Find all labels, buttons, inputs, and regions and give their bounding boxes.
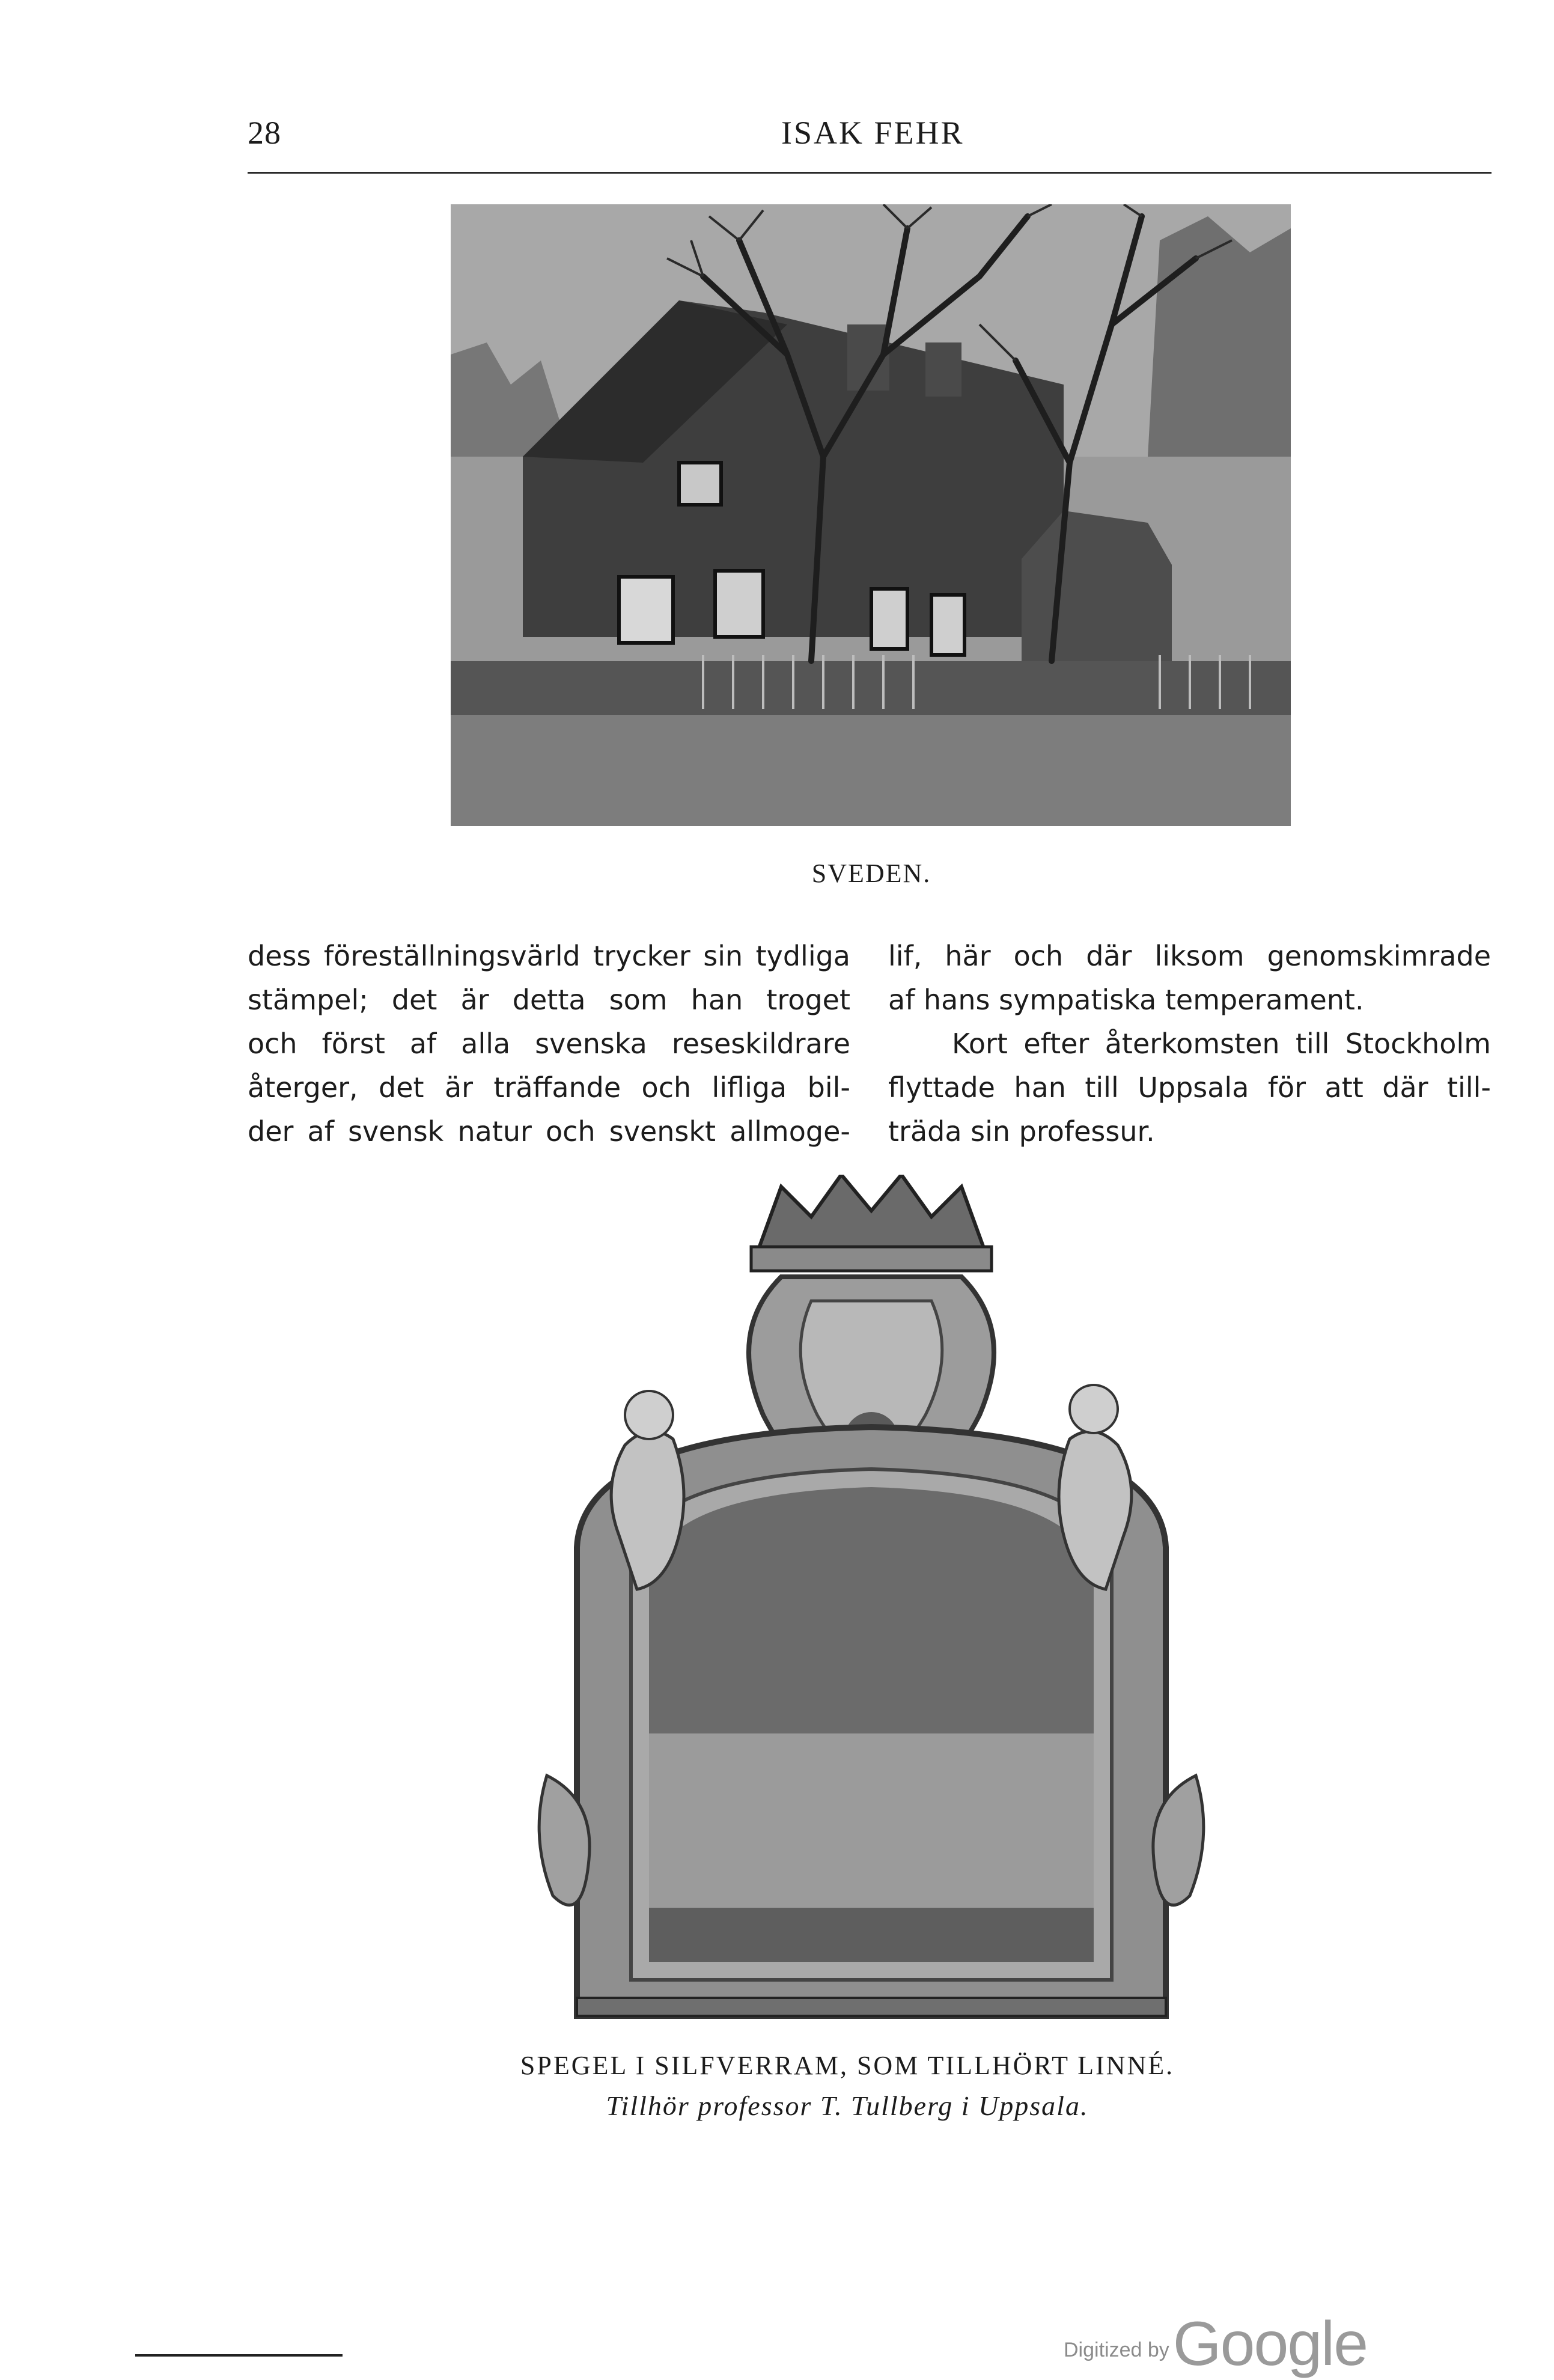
text-line: af hans sympatiska temperament. xyxy=(888,984,1364,1016)
ornate-mirror-icon xyxy=(529,1175,1214,2028)
engraving-house-icon xyxy=(451,204,1291,826)
watermark-brand: Google xyxy=(1172,2309,1368,2379)
text-line: återger, det är träffande och lifliga bil- xyxy=(248,1071,850,1104)
bottom-figure-credit: Tillhör professor T. Tullberg i Uppsala. xyxy=(606,2090,1089,2121)
page-number: 28 xyxy=(248,115,281,151)
text-line: stämpel; det är detta som han troget xyxy=(248,984,850,1016)
text-line: der af svensk natur och svenskt allmoge- xyxy=(248,1115,850,1148)
right-text-column xyxy=(888,934,1491,1154)
mirror-photograph xyxy=(529,1175,1214,2028)
text-line: lif, här och där liksom genomskimrade xyxy=(888,940,1491,972)
left-text-column xyxy=(248,934,850,1154)
watermark-prefix: Digitized by xyxy=(1064,2339,1169,2361)
text-line: och först af alla svenska reseskildrare xyxy=(248,1027,850,1060)
header-rule xyxy=(248,172,1492,174)
house-photograph xyxy=(451,204,1291,826)
scan-mark xyxy=(135,2354,343,2357)
bottom-figure-caption: SPEGEL I SILFVERRAM, SOM TILLHÖRT LINNÉ. xyxy=(520,2051,1175,2080)
top-figure-caption: SVEDEN. xyxy=(811,859,931,888)
text-line: flyttade han till Uppsala för att där till- xyxy=(888,1071,1491,1104)
running-title: ISAK FEHR xyxy=(781,115,964,151)
text-line: dess föreställningsvärld trycker sin tydliga xyxy=(248,940,850,972)
text-line: Kort efter återkomsten till Stockholm xyxy=(952,1027,1491,1060)
digitized-watermark xyxy=(1064,2308,1367,2380)
text-line: träda sin professur. xyxy=(888,1115,1155,1148)
